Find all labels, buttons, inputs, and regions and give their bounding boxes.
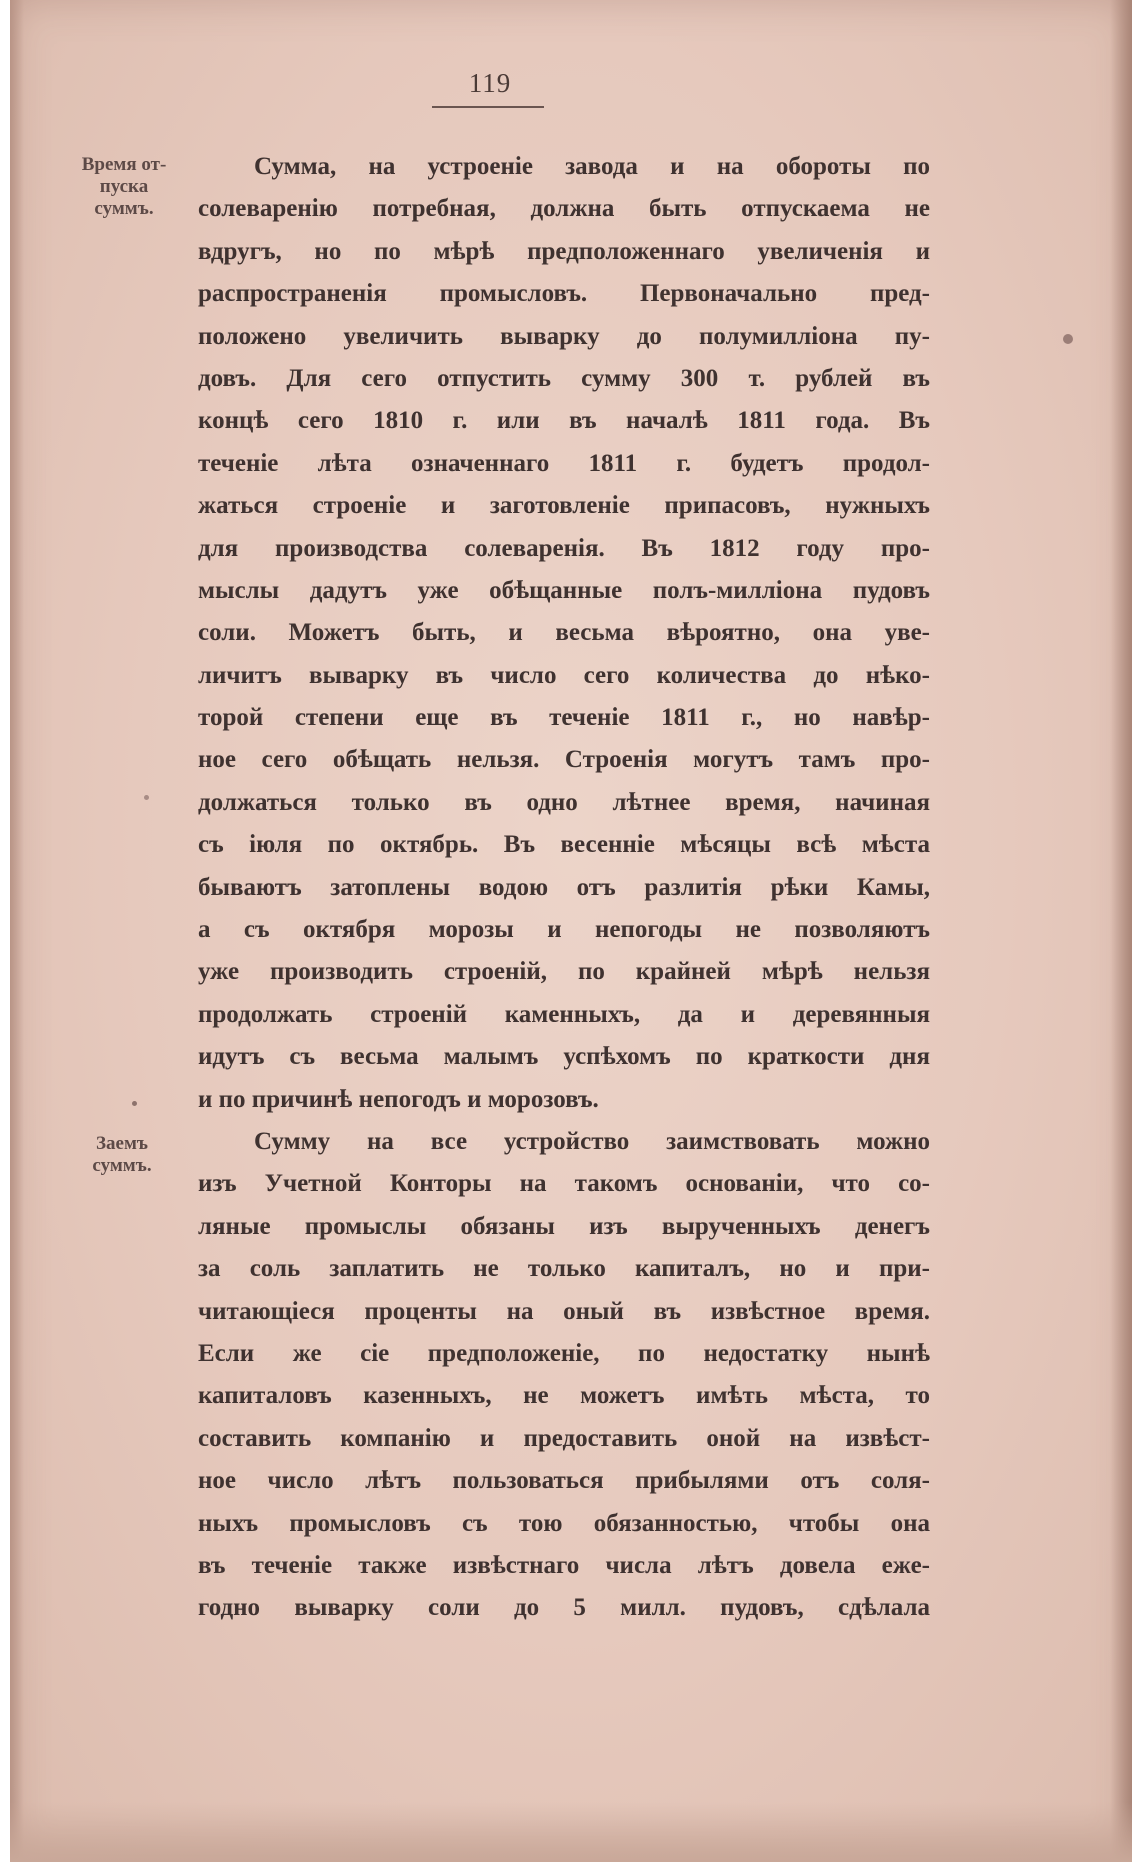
text-line: и по причинѣ непогодъ и морозовъ. [198, 1085, 599, 1113]
text-line: личитъ выварку въ число сего количества до нѣко- [198, 661, 930, 689]
text-line: капиталовъ казенныхъ, не можетъ имѣть мѣста, то [198, 1382, 930, 1410]
ink-speck-mark [144, 795, 149, 800]
text-line: а съ октября морозы и непогоды не позволяютъ [198, 916, 930, 944]
text-line: читающіеся проценты на оный въ извѣстное время. [198, 1297, 930, 1325]
text-line: въ теченіе также извѣстнаго числа лѣтъ довела еже- [198, 1551, 930, 1579]
page-number-rule [432, 106, 544, 108]
text-line: мыслы дадутъ уже обѣщанные полъ-милліона пудовъ [198, 576, 930, 604]
text-line: должаться только въ одно лѣтнее время, начиная [198, 788, 930, 816]
page-edge-left [10, 0, 24, 1862]
text-line: солеваренію потребная, должна быть отпускаема не [198, 195, 930, 223]
text-line: ныхъ промысловъ съ тою обязанностью, чтобы она [198, 1509, 930, 1537]
text-line: вдругъ, но по мѣрѣ предположеннаго увеличенія и [198, 237, 930, 265]
ink-speck-mark [132, 1101, 137, 1106]
text-line: изъ Учетной Конторы на такомъ основаніи, что со- [198, 1170, 930, 1198]
text-line: Сумму на все устройство заимствовать можно [254, 1127, 930, 1155]
text-line: бываютъ затоплены водою отъ разлитія рѣки Камы, [198, 873, 930, 901]
text-line: за соль заплатить не только капиталъ, но и при- [198, 1255, 930, 1283]
text-line: для производства солеваренія. Въ 1812 году про- [198, 534, 930, 562]
margin-note-line: Время от- [81, 154, 167, 175]
margin-note-loan-of-sums [62, 1133, 182, 1177]
text-line: довъ. Для сего отпустить сумму 300 т. рублей въ [198, 364, 930, 392]
text-line: ное число лѣтъ пользоваться прибылями отъ соля- [198, 1467, 930, 1495]
ink-speck-mark [1063, 334, 1073, 344]
margin-note-line: пуска [99, 176, 149, 197]
text-line: уже производить строеній, по крайней мѣрѣ нельзя [198, 958, 930, 986]
text-line: соли. Можетъ быть, и весьма вѣроятно, она уве- [198, 619, 930, 647]
page-number: 119 [468, 68, 512, 98]
body-text [198, 146, 930, 1630]
text-line: Если же сіе предположеніе, по недостатку нынѣ [198, 1339, 930, 1367]
text-line: ляные промыслы обязаны изъ вырученныхъ денегъ [198, 1212, 930, 1240]
text-line: годно выварку соли до 5 милл. пудовъ, сдѣлала [198, 1594, 930, 1622]
text-line: идутъ съ весьма малымъ успѣхомъ по краткости дня [198, 1043, 930, 1071]
page-edge-bottom [10, 1802, 1132, 1862]
margin-note-time-of-release [64, 154, 184, 220]
text-line: жаться строеніе и заготовленіе припасовъ, нужныхъ [198, 492, 930, 520]
text-line: составить компанію и предоставить оной на извѣст- [198, 1424, 930, 1452]
text-line: продолжать строеній каменныхъ, да и деревянныя [198, 1000, 930, 1028]
margin-note-line: суммъ. [92, 1155, 152, 1176]
text-line: концѣ сего 1810 г. или въ началѣ 1811 года. Въ [198, 407, 930, 435]
margin-note-line: суммъ. [94, 198, 154, 219]
page-edge-right [1110, 0, 1132, 1862]
text-line: торой степени еще въ теченіе 1811 г., но навѣр- [198, 704, 930, 732]
margin-note-line: Заемъ [96, 1133, 148, 1154]
text-line: ное сего обѣщать нельзя. Строенія могутъ тамъ про- [198, 746, 930, 774]
text-line: распространенія промысловъ. Первоначально пред- [198, 280, 930, 308]
text-line: Сумма, на устроеніе завода и на обороты по [254, 153, 930, 180]
text-line: теченіе лѣта означеннаго 1811 г. будетъ продол- [198, 449, 930, 477]
text-line: положено увеличить выварку до полумилліона пу- [198, 322, 930, 350]
text-line: съ іюля по октябрь. Въ весенніе мѣсяцы всѣ мѣста [198, 831, 930, 859]
